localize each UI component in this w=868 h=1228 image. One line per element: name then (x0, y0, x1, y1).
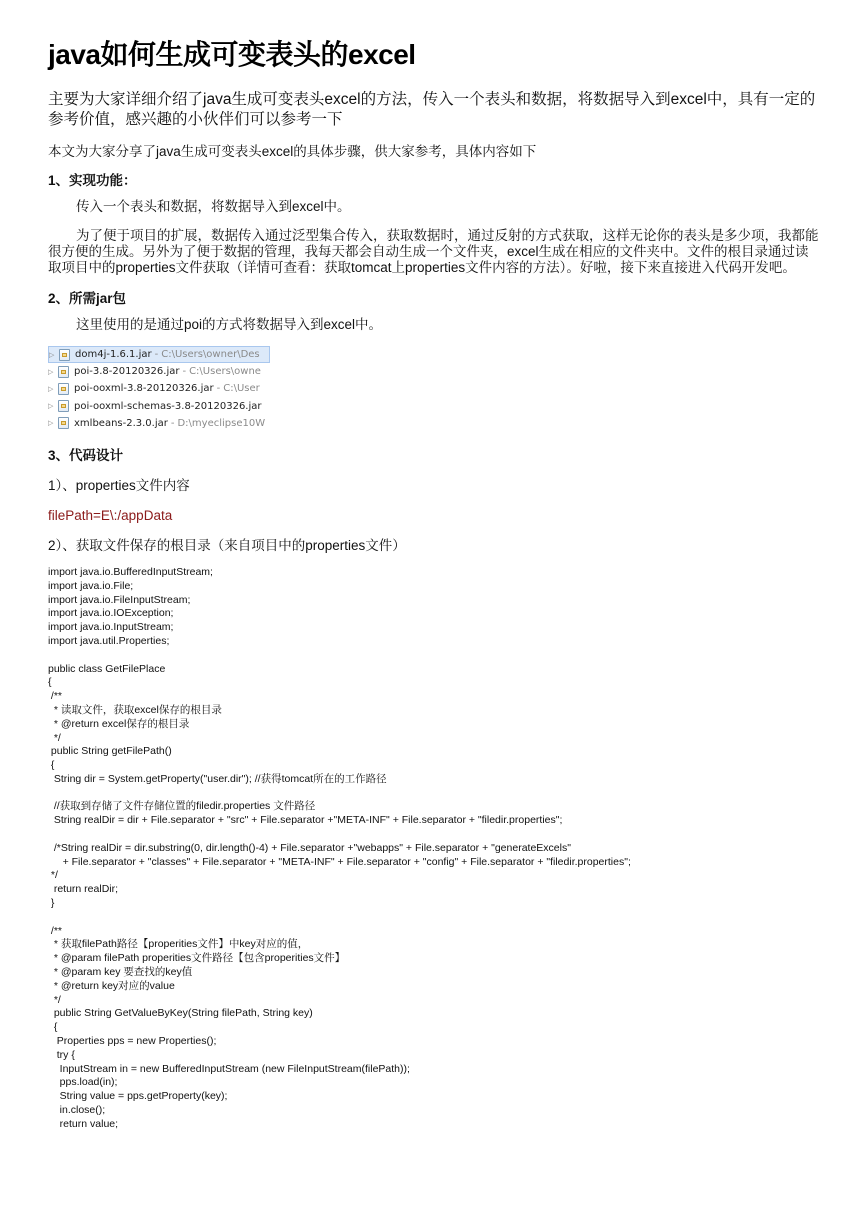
jar-file-icon (59, 349, 70, 361)
jar-item[interactable]: ▷ xmlbeans-2.3.0.jar - D:\myeclipse10W (48, 417, 266, 429)
properties-content: filePath=E\:/appData (48, 507, 173, 523)
section-2-para: 这里使用的是通过poi的方式将数据导入到excel中。 (76, 317, 383, 332)
code-block: import java.io.BufferedInputStream; import java.io.File; import java.io.FileInputStream; import java.io.IOException; import java.io.InputStream; import java.util.Properties; public class GetFilePlace { /** * 读取文件，获取excel保存的根目录 * @return excel保存的根目录 */ public String getFilePath() { String dir = System.getProperty("user.dir"); //获得tomcat所在的工作路径 //获取到存储了文件存储位置的filedir.properties 文件路径 String realDir = dir + File.separator + "src" + File.separator +"META-INF" + File.separator + "filedir.properties"; /*String realDir = dir.substring(0, dir.length()-4) + File.separator +"webapps" + File.separator + "generateExcels" + File.separator + "classes" + File.separator + "META-INF" + File.separator + "config" + File.separator + "filedir.properties"; */ return realDir; } /** * 获取filePath路径【properities文件】中key对应的值， * @param filePath properities文件路径【包含properities文件】 * @param key 要查找的key值 * @return key对应的value */ public String GetValueByKey(String filePath, String key) { Properties pps = new Properties(); try { InputStream in = new BufferedInputStream (new FileInputStream(filePath)); pps.load(in); String value = pps.getProperty(key); in.close(); return value; (48, 565, 631, 1130)
sub-heading-1: 1）、properties文件内容 (48, 477, 190, 493)
summary: 主要为大家详细介绍了java生成可变表头excel的方法，传入一个表头和数据，将数据导入到excel中，具有一定的参考价值，感兴趣的小伙伴们可以参考一下 (48, 91, 816, 128)
jar-file-icon (58, 417, 69, 429)
jar-name: poi-ooxml-3.8-20120326.jar (74, 383, 214, 395)
jar-name: poi-3.8-20120326.jar (74, 366, 180, 378)
section-1-heading: 1、实现功能： (48, 173, 137, 188)
section-1-para-2: 为了便于项目的扩展，数据传入通过泛型集合传入，获取数据时，通过反射的方式获取，这样无论你的表头是多少项，我都能很方便的生成。另外为了便于数据的管理，我每天都会自动生成一个文件夹，excel生成在相应的文件夹中。文件的根目录通过读取项目中的properties文件获取（详情可查看：获取tomcat上properties文件内容的方法）。好啦，接下来直接进入代码开发吧。 (48, 228, 819, 275)
jar-name: dom4j-1.6.1.jar (75, 349, 152, 361)
jar-item[interactable] (48, 398, 270, 415)
jar-file-icon (58, 366, 69, 378)
jar-file-icon (58, 383, 69, 395)
sub-heading-2: 2）、获取文件保存的根目录（来自项目中的properties文件） (48, 537, 406, 553)
jar-path: C:\User (223, 383, 260, 395)
expand-triangle-icon[interactable]: ▷ (49, 350, 55, 359)
jar-path: C:\Users\owne (189, 366, 261, 378)
intro-text: 本文为大家分享了java生成可变表头excel的具体步骤，供大家参考，具体内容如下 (48, 144, 537, 159)
section-1-para-1: 传入一个表头和数据，将数据导入到excel中。 (76, 199, 351, 214)
expand-triangle-icon[interactable]: ▷ (48, 419, 54, 428)
jar-name: poi-ooxml-schemas-3.8-20120326.jar (74, 400, 262, 412)
page-title: java如何生成可变表头的excel (48, 39, 416, 70)
jar-item[interactable]: ▷ poi-3.8-20120326.jar - C:\Users\owne (48, 366, 261, 378)
document-page (48, 36, 820, 1132)
jar-list (48, 346, 270, 432)
section-3-heading: 3、代码设计 (48, 447, 124, 463)
expand-triangle-icon[interactable]: ▷ (48, 402, 54, 411)
expand-triangle-icon[interactable]: ▷ (48, 367, 54, 376)
jar-path: C:\Users\owner\Des (161, 349, 260, 361)
jar-item[interactable]: ▷ dom4j-1.6.1.jar - C:\Users\owner\Des (48, 346, 270, 363)
expand-triangle-icon[interactable]: ▷ (48, 384, 54, 393)
jar-item[interactable]: ▷ poi-ooxml-3.8-20120326.jar - C:\User (48, 383, 260, 395)
section-2-heading: 2、所需jar包 (48, 291, 127, 306)
jar-file-icon (58, 400, 69, 412)
jar-path: D:\myeclipse10W (177, 417, 266, 429)
jar-name: xmlbeans-2.3.0.jar (74, 417, 168, 429)
